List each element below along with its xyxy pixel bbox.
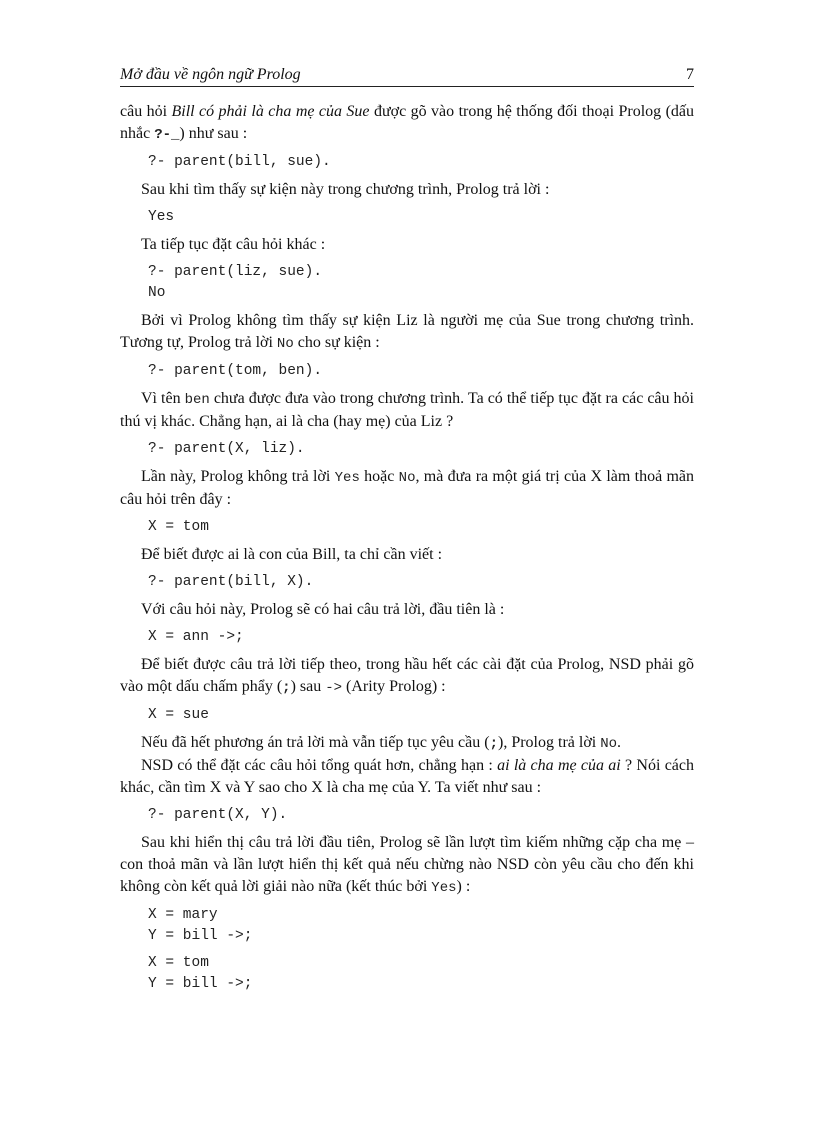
code-line: X = tom bbox=[148, 955, 209, 971]
code-line: ?- parent(bill, sue). bbox=[148, 154, 331, 170]
header-title: Mở đầu về ngôn ngữ Prolog bbox=[120, 66, 301, 83]
paragraph: Với câu hỏi này, Prolog sẽ có hai câu trả lời, đầu tiên là : bbox=[141, 601, 505, 618]
document-page bbox=[120, 58, 694, 1001]
paragraph: Ta tiếp tục đặt câu hỏi khác : bbox=[141, 236, 326, 253]
body-text bbox=[120, 101, 694, 995]
paragraph: NSD có thể đặt các câu hỏi tổng quát hơn, chẳng hạn : ai là cha mẹ của ai ? Nói cách khác, cần tìm X và Y sao cho X là cha mẹ của Y. Ta viết như sau : bbox=[120, 757, 695, 796]
code-line: ?- parent(liz, sue). bbox=[148, 264, 323, 280]
paragraph: Sau khi tìm thấy sự kiện này trong chương trình, Prolog trả lời : bbox=[141, 181, 550, 198]
paragraph: Nếu đã hết phương án trả lời mà vẫn tiếp tục yêu cầu (;), Prolog trả lời No. bbox=[141, 734, 622, 752]
code-line: Y = bill ->; bbox=[148, 976, 253, 992]
page-number: 7 bbox=[686, 66, 694, 83]
code-line: ?- parent(bill, X). bbox=[148, 574, 314, 590]
paragraph: câu hỏi Bill có phải là cha mẹ của Sue được gõ vào trong hệ thống đối thoại Prolog (dấu nhắc ?-_) như sau : bbox=[120, 103, 694, 143]
paragraph: Để biết được câu trả lời tiếp theo, trong hầu hết các cài đặt của Prolog, NSD phải gõ vào một dấu chấm phẩy (;) sau -> (Arity Prolog) : bbox=[120, 656, 694, 696]
paragraph: Bởi vì Prolog không tìm thấy sự kiện Liz là người mẹ của Sue trong chương trình. Tương tự, Prolog trả lời No cho sự kiện : bbox=[120, 312, 694, 352]
running-header bbox=[120, 58, 694, 87]
code-line: ?- parent(X, liz). bbox=[148, 441, 305, 457]
paragraph: Lần này, Prolog không trả lời Yes hoặc No, mà đưa ra một giá trị của X làm thoả mãn câu hỏi trên đây : bbox=[120, 468, 695, 508]
code-line: Yes bbox=[148, 209, 175, 225]
code-line: ?- parent(X, Y). bbox=[148, 807, 288, 823]
paragraph: Để biết được ai là con của Bill, ta chỉ cần viết : bbox=[141, 546, 443, 563]
paragraph: Sau khi hiển thị câu trả lời đầu tiên, Prolog sẽ lần lượt tìm kiếm những cặp cha mẹ – con thoả mãn và lần lượt hiển thị kết quả nếu chừng nào NSD còn yêu cầu cho đến khi không còn kết quả lời giải nào nữa (kết thúc bởi Yes) : bbox=[120, 834, 694, 896]
code-line: X = mary bbox=[148, 907, 218, 923]
code-line: X = ann ->; bbox=[148, 629, 244, 645]
paragraph: Vì tên ben chưa được đưa vào trong chương trình. Ta có thể tiếp tục đặt ra các câu hỏi thú vị khác. Chẳng hạn, ai là cha (hay mẹ) của Liz ? bbox=[120, 390, 695, 430]
code-line: Y = bill ->; bbox=[148, 928, 253, 944]
code-line: X = tom bbox=[148, 519, 209, 535]
code-line: X = sue bbox=[148, 707, 209, 723]
code-line: No bbox=[148, 285, 166, 301]
code-line: ?- parent(tom, ben). bbox=[148, 363, 323, 379]
